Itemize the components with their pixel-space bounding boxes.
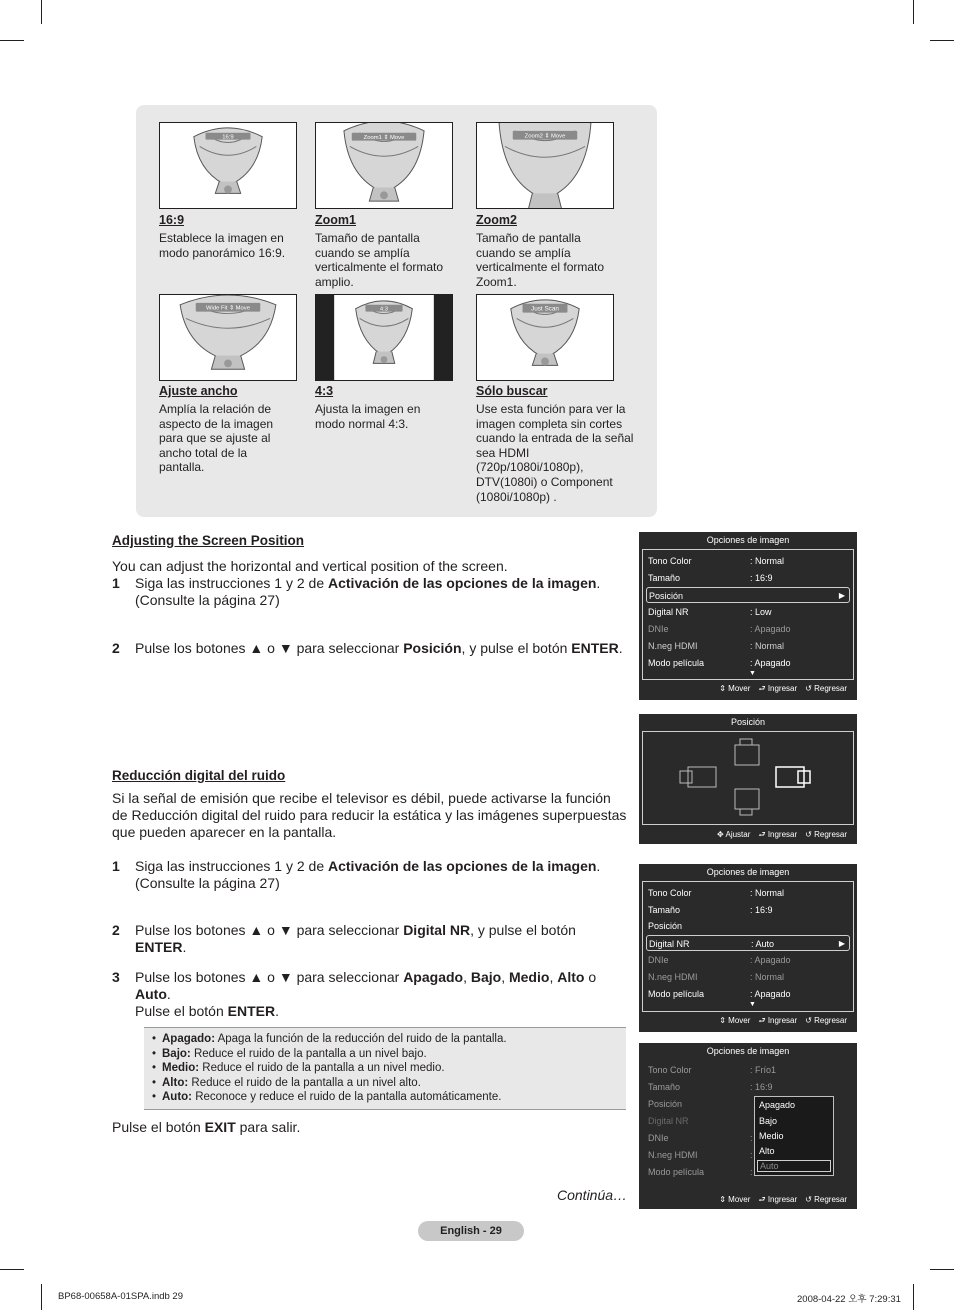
step-text-part: , y pulse el botón — [461, 640, 572, 656]
osd-row-label: Tamaño — [648, 573, 681, 583]
option-alto: Alto — [557, 969, 585, 985]
move-hint: ⇕ Mover — [719, 1195, 751, 1204]
move-hint: ⇕ Mover — [719, 1016, 751, 1025]
step-text-part: . — [596, 858, 601, 874]
osd-row — [646, 655, 850, 671]
adjust-hint: ✥ Ajustar — [717, 830, 751, 839]
osd-row-label: Modo película — [648, 1167, 705, 1177]
return-hint: ↺ Regresar — [805, 1195, 847, 1204]
step-text-part: Siga las instrucciones 1 y 2 de — [135, 575, 328, 591]
osd-row-value: : 16:9 — [750, 1082, 773, 1092]
enter-hint: ⮐ Ingresar — [758, 684, 798, 693]
crop-mark — [930, 40, 954, 41]
chevron-right-icon: ▶ — [838, 939, 845, 948]
osd-row-label: Tamaño — [648, 1082, 681, 1092]
intro-text: Si la señal de emisión que recibe el televisor es débil, puede activarse la función de Reducción digital del ruido para reducir la estática y las imágenes superpuestas que pueden aparecer en la pantalla. — [112, 790, 627, 840]
screen-mode-label: 16:9 — [222, 134, 234, 141]
osd-title: Opciones de imagen — [706, 535, 790, 545]
move-hint: ⇕ Mover — [719, 684, 751, 693]
step-text-part: . — [182, 939, 187, 955]
osd-row — [646, 885, 850, 901]
crop-mark — [0, 1269, 24, 1270]
osd-footer — [711, 683, 847, 695]
step-number: 1 — [112, 858, 120, 874]
step-text-bold: Activación de las opciones de la imagen — [328, 858, 597, 874]
step-text-bold: ENTER — [571, 640, 619, 656]
osd-row-value: : Apagado — [750, 989, 791, 999]
print-timestamp: 2008-04-22 오후 7:29:31 — [797, 1294, 901, 1305]
osd-row-value: : Normal — [750, 888, 785, 898]
note-key: Apagado: — [162, 1033, 216, 1045]
step-text-part: . — [166, 986, 171, 1002]
scroll-down-icon: ▼ — [749, 670, 756, 677]
osd-row — [646, 986, 850, 1002]
step-text-part: , y pulse el botón — [470, 922, 576, 938]
osd-row — [646, 621, 850, 637]
balloon-illustration — [477, 295, 613, 380]
osd-row-label: N.neg HDMI — [648, 1150, 698, 1160]
mode-desc-zoom1: Tamaño de pantalla cuando se amplía verticalmente el formato amplio. — [315, 231, 444, 289]
step-text-part: Pulse el botón — [135, 1003, 228, 1019]
step-text — [135, 575, 625, 609]
osd-row — [646, 1079, 850, 1095]
step-text-part: Pulse los botones ▲ o ▼ para seleccionar — [135, 969, 404, 985]
balloon-illustration — [477, 123, 613, 208]
popup-option-apagado: Apagado — [759, 1100, 796, 1110]
step-text-part: . — [596, 575, 601, 591]
option-apagado: Apagado — [403, 969, 464, 985]
step-text-bold: Digital NR — [403, 922, 471, 938]
mode-thumbnail-4-3 — [315, 294, 453, 381]
nr-options-popup — [754, 1096, 834, 1176]
step-text — [135, 640, 625, 657]
step-text-part: o — [584, 969, 597, 985]
mode-title-4-3: 4:3 — [315, 384, 334, 398]
screen-mode-label: 4:3 — [379, 306, 389, 313]
crop-mark — [0, 40, 24, 41]
mode-thumbnail-just-scan — [476, 294, 614, 381]
osd-row — [646, 638, 850, 654]
osd-row — [646, 902, 850, 918]
osd-row — [646, 570, 850, 586]
popup-option-alto: Alto — [759, 1146, 775, 1156]
osd-footer — [709, 829, 847, 841]
step-text-bold: ENTER — [135, 939, 183, 955]
note-value: Reduce el ruido de la pantalla a un nivel medio. — [199, 1062, 445, 1075]
return-hint: ↺ Regresar — [805, 1016, 847, 1025]
option-bajo: Bajo — [470, 969, 502, 985]
position-arrows-illustration — [642, 731, 854, 825]
note-item — [152, 1090, 626, 1105]
step-text-part: . — [618, 640, 623, 656]
osd-row-label: Tono Color — [648, 888, 692, 898]
section-heading-screen-position: Adjusting the Screen Position — [112, 533, 305, 548]
enter-hint: ⮐ Ingresar — [758, 1195, 798, 1204]
note-value: Apaga la función de la reducción del ruido de la pantalla. — [215, 1033, 507, 1045]
osd-row — [646, 1062, 850, 1078]
crop-mark — [41, 0, 42, 24]
osd-picture-options-posicion — [639, 532, 857, 700]
enter-hint: ⮐ Ingresar — [758, 830, 798, 839]
mode-thumbnail-wide-fit — [159, 294, 297, 381]
popup-option-auto: Auto — [757, 1160, 831, 1172]
osd-row — [646, 918, 850, 934]
osd-row-label: N.neg HDMI — [648, 972, 698, 982]
osd-footer — [711, 1015, 847, 1027]
osd-row-value: : Apagado — [750, 955, 791, 965]
osd-row-value: : 16:9 — [750, 905, 773, 915]
osd-row-label: DNIe — [648, 955, 669, 965]
popup-option-bajo: Bajo — [759, 1116, 778, 1126]
osd-row-label: Tono Color — [648, 556, 692, 566]
osd-row — [646, 969, 850, 985]
screen-mode-label: Wide Fit ⇕ Move — [206, 305, 250, 312]
option-auto: Auto — [135, 986, 167, 1002]
osd-row-value: : — [750, 1150, 753, 1160]
note-item — [152, 1061, 626, 1076]
osd-position — [639, 714, 857, 844]
step-number: 3 — [112, 969, 120, 985]
osd-row-label: Digital NR — [648, 607, 689, 617]
osd-row-selected — [646, 587, 850, 603]
note-value: Reduce el ruido de la pantalla a un nivel bajo. — [190, 1047, 427, 1060]
step-text-bold: Activación de las opciones de la imagen — [328, 575, 597, 591]
exit-text-bold: EXIT — [204, 1119, 236, 1135]
note-item — [152, 1047, 626, 1062]
osd-footer — [711, 1194, 847, 1206]
mode-thumbnail-zoom2 — [476, 122, 614, 209]
osd-row-label: Digital NR — [648, 1116, 689, 1126]
popup-option-medio: Medio — [759, 1131, 784, 1141]
note-item — [152, 1032, 626, 1047]
osd-row-label: Modo película — [648, 658, 705, 668]
step-text-part: Pulse los botones ▲ o ▼ para seleccionar — [135, 922, 404, 938]
step-text-part: Pulse los botones ▲ o ▼ para seleccionar — [135, 640, 404, 656]
note-value: Reduce el ruido de la pantalla a un nivel alto. — [188, 1076, 421, 1089]
step-text-part: , — [549, 969, 558, 985]
screen-mode-label: Just Scan — [531, 305, 559, 313]
osd-row-label: Tamaño — [648, 905, 681, 915]
step-text-part: (Consulte la página 27) — [135, 875, 280, 891]
crop-mark — [41, 1284, 42, 1310]
balloon-illustration — [160, 295, 296, 380]
mode-desc-just-scan: Use esta función para ver la imagen completa sin cortes cuando la entrada de la señal sea HDMI (720p/1080i/1080p), DTV(1080i) o Component (1080i/1080p) . — [476, 402, 634, 504]
osd-row-label: Posición — [648, 1099, 683, 1109]
continues-label: Continúa… — [557, 1187, 628, 1203]
osd-title: Opciones de imagen — [706, 1046, 790, 1056]
osd-row-label: DNIe — [648, 1133, 669, 1143]
screen-mode-label: Zoom1 ⇕ Move — [363, 135, 405, 142]
osd-row-label: Posición — [649, 591, 684, 601]
step-number: 2 — [112, 640, 120, 656]
mode-desc-4-3: Ajusta la imagen en modo normal 4:3. — [315, 402, 421, 431]
balloon-illustration — [160, 123, 296, 208]
step-text-part: , — [463, 969, 471, 985]
osd-row-value: : Auto — [751, 939, 775, 949]
osd-title: Posición — [730, 717, 766, 727]
osd-row — [646, 604, 850, 620]
crop-mark — [930, 1269, 954, 1270]
exit-instruction — [112, 1119, 300, 1136]
step-text-bold: ENTER — [227, 1003, 276, 1019]
step-number: 1 — [112, 575, 120, 591]
osd-row-label: Digital NR — [649, 939, 690, 949]
osd-picture-options-digital-nr — [639, 864, 857, 1032]
mode-title-zoom2: Zoom2 — [476, 213, 517, 227]
osd-row-label: N.neg HDMI — [648, 641, 698, 651]
notes-box — [144, 1027, 626, 1110]
note-key: Alto: — [162, 1076, 189, 1089]
mode-thumbnail-16-9 — [159, 122, 297, 209]
mode-desc-16-9: Establece la imagen en modo panorámico 16:9. — [159, 231, 286, 260]
step-text — [135, 922, 625, 956]
osd-row-value: : Apagado — [750, 658, 791, 668]
balloon-illustration — [316, 295, 452, 380]
osd-row-value: : Normal — [750, 556, 785, 566]
file-info: BP68-00658A-01SPA.indb 29 — [58, 1291, 183, 1302]
intro-text: You can adjust the horizontal and vertical position of the screen. — [112, 558, 508, 574]
osd-row-label: DNIe — [648, 624, 669, 634]
osd-row-value: : Normal — [750, 972, 785, 982]
scroll-down-icon: ▼ — [749, 1001, 756, 1008]
note-key: Auto: — [162, 1091, 193, 1104]
step-text-bold: Posición — [403, 640, 462, 656]
osd-row-value: : Normal — [750, 641, 785, 651]
mode-thumbnail-zoom1 — [315, 122, 453, 209]
note-item — [152, 1076, 626, 1091]
mode-title-wide-fit: Ajuste ancho — [159, 384, 238, 398]
balloon-illustration — [316, 123, 452, 208]
exit-text-part: Pulse el botón — [112, 1119, 205, 1135]
osd-row-label: Posición — [648, 921, 683, 931]
note-key: Bajo: — [162, 1047, 191, 1060]
chevron-right-icon: ▶ — [838, 591, 845, 600]
osd-row-value: : — [750, 1133, 753, 1143]
option-medio: Medio — [508, 969, 550, 985]
osd-row-value: : Frío1 — [750, 1065, 777, 1075]
mode-title-16-9: 16:9 — [159, 213, 185, 227]
osd-row-value: : Apagado — [750, 624, 791, 634]
osd-row-value: : — [750, 1167, 753, 1177]
return-hint: ↺ Regresar — [805, 684, 847, 693]
osd-row-label: Modo película — [648, 989, 705, 999]
step-text — [135, 858, 625, 892]
step-text-part: Siga las instrucciones 1 y 2 de — [135, 858, 328, 874]
step-text-part: , — [501, 969, 509, 985]
osd-row — [646, 952, 850, 968]
mode-desc-wide-fit: Amplía la relación de aspecto de la imagen para que se ajuste al ancho total de la pantalla. — [159, 402, 274, 475]
screen-mode-label: Zoom2 ⇕ Move — [524, 133, 566, 140]
section-heading-digital-nr: Reducción digital del ruido — [112, 768, 286, 783]
return-hint: ↺ Regresar — [805, 830, 847, 839]
note-value: Reconoce y reduce el ruido de la pantalla automáticamente. — [192, 1091, 502, 1104]
enter-hint: ⮐ Ingresar — [758, 1016, 798, 1025]
page-number-badge: English - 29 — [418, 1221, 524, 1241]
osd-row-selected — [646, 935, 850, 951]
step-number: 2 — [112, 922, 120, 938]
osd-row — [646, 553, 850, 569]
osd-row-value: : 16:9 — [750, 573, 773, 583]
osd-title: Opciones de imagen — [706, 867, 790, 877]
crop-mark — [913, 0, 914, 24]
step-text-part: . — [275, 1003, 279, 1019]
exit-text-part: para salir. — [235, 1119, 301, 1135]
step-text — [135, 969, 605, 1020]
step-text-part: (Consulte la página 27) — [135, 592, 280, 608]
note-key: Medio: — [162, 1062, 200, 1075]
mode-desc-zoom2: Tamaño de pantalla cuando se amplía verticalmente el formato Zoom1. — [476, 231, 605, 289]
osd-row-value: : Low — [750, 607, 772, 617]
mode-title-zoom1: Zoom1 — [315, 213, 356, 227]
osd-row-label: Tono Color — [648, 1065, 692, 1075]
mode-title-just-scan: Sólo buscar — [476, 384, 548, 398]
crop-mark — [913, 1284, 914, 1310]
